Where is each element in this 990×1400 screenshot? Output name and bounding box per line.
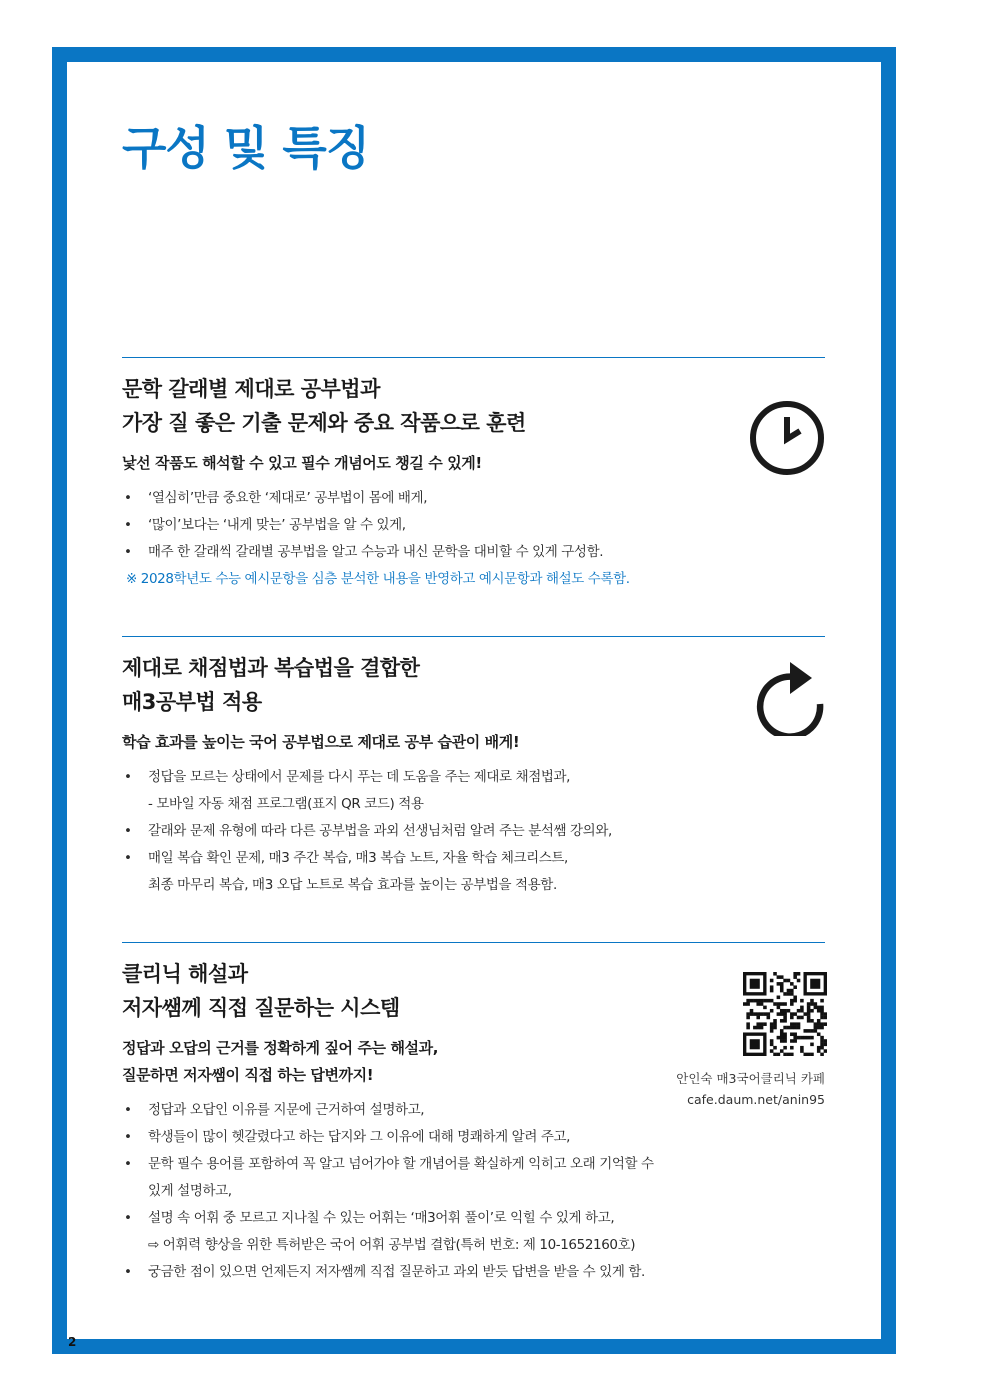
section-subheading: 정답과 오답의 근거를 정확하게 짚어 주는 해설과, 질문하면 저자쌤이 직접 하는 답변까지! — [122, 1039, 439, 1084]
list-item: • 문학 필수 용어를 포함하여 꼭 알고 넘어가야 할 개념어를 확실하게 익히고 오래 기억할 수 있게 설명하고, — [124, 1156, 654, 1199]
section-note: ※ 2028학년도 수능 예시문항을 심층 분석한 내용을 반영하고 예시문항과 해설도 수록함. — [126, 571, 630, 587]
list-item: • 설명 속 어휘 중 모르고 지나칠 수 있는 어휘는 ‘매3어휘 풀이’로 익힐 수 있게 하고, ⇨ 어휘력 향상을 위한 특허받은 국어 어휘 공부법 결합(특허 번호: 제 10-1652160호) — [124, 1210, 636, 1253]
qr-caption — [676, 1068, 825, 1110]
section-heading: 클리닉 해설과 저자쌤께 직접 질문하는 시스템 — [122, 962, 400, 1020]
list-item: • 정답을 모르는 상태에서 문제를 다시 푸는 데 도움을 주는 제대로 채점법과, - 모바일 자동 채점 프로그램(표지 QR 코드) 적용 — [124, 769, 571, 812]
list-item: • 궁금한 점이 있으면 언제든지 저자쌤께 직접 질문하고 과외 받듯 답변을 받을 수 있게 함. — [124, 1264, 645, 1280]
section-divider — [122, 636, 825, 637]
section-subheading: 낯선 작품도 해석할 수 있고 필수 개념어도 챙길 수 있게! — [122, 454, 482, 472]
list-item: • ‘많이’보다는 ‘내게 맞는’ 공부법을 알 수 있게, — [124, 517, 406, 533]
page-number: 2 — [68, 1335, 77, 1349]
list-item: • 매주 한 갈래씩 갈래별 공부법을 알고 수능과 내신 문학을 대비할 수 있게 구성함. — [124, 544, 604, 560]
section-clinic-qa — [122, 942, 825, 1286]
bullet-list — [122, 485, 825, 566]
section-subheading: 학습 효과를 높이는 국어 공부법으로 제대로 공부 습관이 배게! — [122, 733, 520, 751]
section-divider — [122, 357, 825, 358]
section-divider — [122, 942, 825, 943]
qr-code-icon[interactable] — [740, 972, 830, 1060]
qr-code[interactable] — [743, 972, 827, 1056]
section-scoring-review — [122, 636, 825, 899]
list-item: • 정답과 오답인 이유를 지문에 근거하여 설명하고, — [124, 1102, 425, 1118]
list-item: • ‘열심히’만큼 중요한 ‘제대로’ 공부법이 몸에 배게, — [124, 490, 428, 506]
list-item: • 매일 복습 확인 문제, 매3 주간 복습, 매3 복습 노트, 자율 학습 체크리스트, 최종 마무리 복습, 매3 오답 노트로 복습 효과를 높이는 공부법을 적용함. — [124, 850, 568, 893]
section-heading: 제대로 채점법과 복습법을 결합한 매3공부법 적용 — [122, 656, 420, 714]
refresh-icon — [752, 654, 830, 740]
bullet-list — [122, 1097, 825, 1286]
section-literature-method — [122, 357, 825, 592]
section-heading: 문학 갈래별 제대로 공부법과 가장 질 좋은 기출 문제와 중요 작품으로 훈련 — [122, 377, 526, 435]
clock-icon — [748, 399, 826, 481]
page-title: 구성 및 특징 — [122, 121, 370, 175]
list-item: • 학생들이 많이 헷갈렸다고 하는 답지와 그 이유에 대해 명쾌하게 알려 주고, — [124, 1129, 571, 1145]
list-item: • 갈래와 문제 유형에 따라 다른 공부법을 과외 선생님처럼 알려 주는 분석쌤 강의와, — [124, 823, 612, 839]
bullet-list — [122, 764, 825, 899]
cafe-url[interactable]: cafe.daum.net/anin95 — [687, 1092, 825, 1107]
cafe-name: 안인숙 매3국어클리닉 카페 — [676, 1071, 825, 1086]
